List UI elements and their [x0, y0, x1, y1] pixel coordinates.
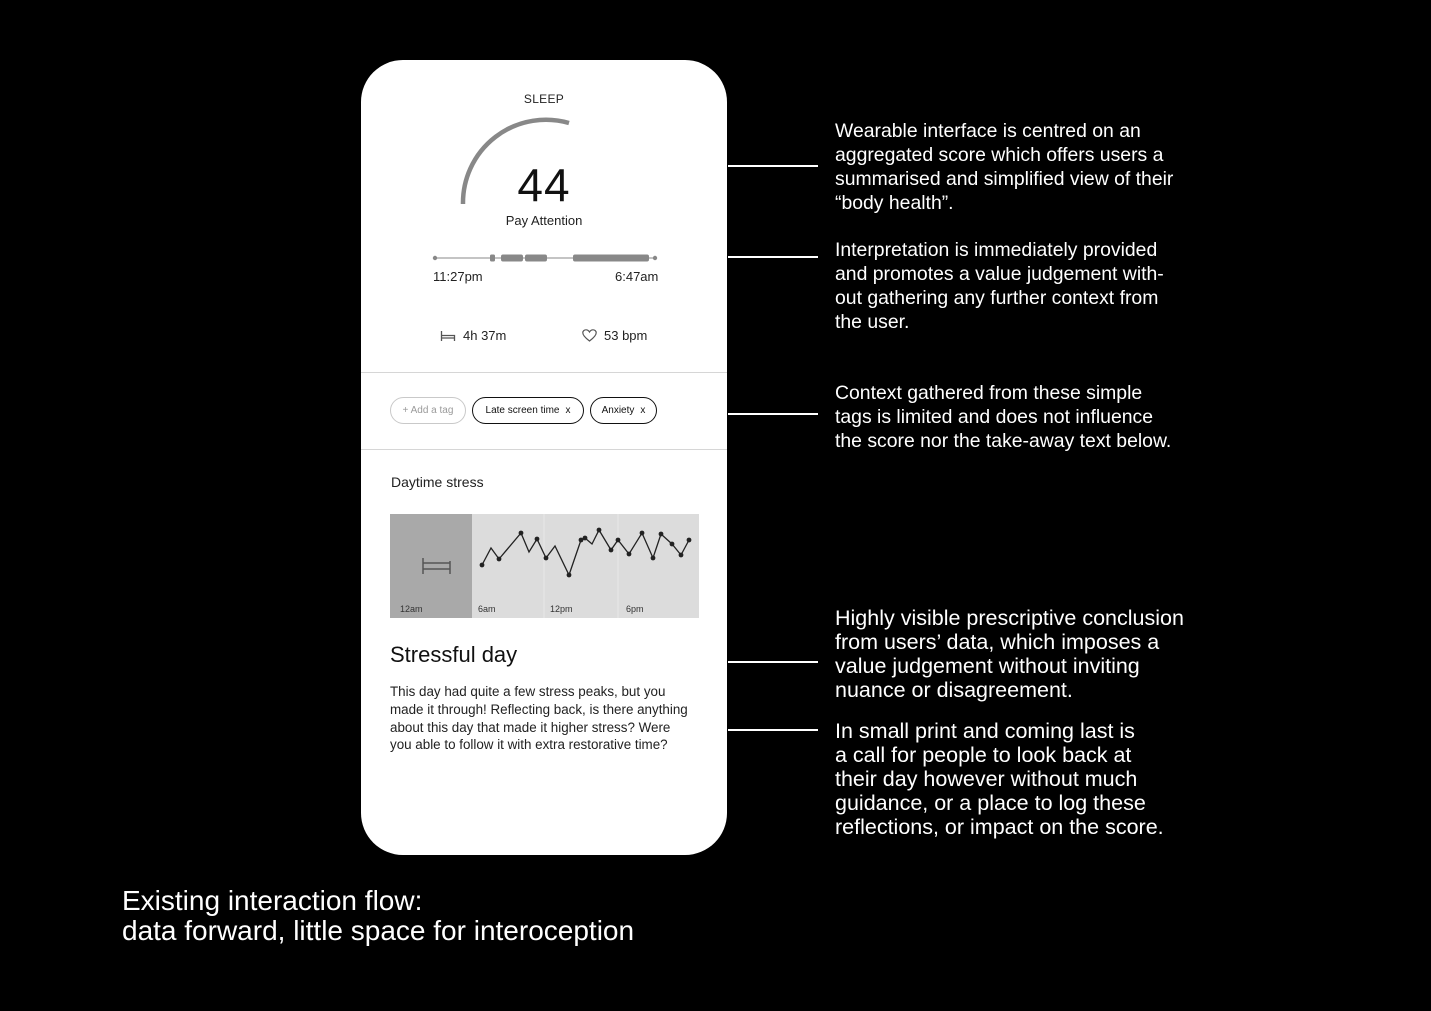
connector-line: [728, 413, 818, 415]
axis-label-12pm: 12pm: [550, 604, 573, 614]
sleep-score: 44: [517, 159, 571, 211]
add-tag-button[interactable]: + Add a tag: [390, 397, 466, 424]
annotation-score: Wearable interface is centred on an aggregated score which offers users a summarised and simplified view of their “body health”.: [835, 120, 1174, 214]
sleep-timeline: [431, 250, 661, 266]
tag-late-screen-time[interactable]: Late screen time x: [472, 397, 584, 424]
annotation-reflection: In small print and coming last is a call for people to look back at their day however without much guidance, or a place to log these reflections, or impact on the score.: [835, 719, 1164, 839]
daytime-stress-chart: [390, 514, 699, 618]
section-divider: [361, 449, 727, 450]
sleep-section-label: SLEEP: [523, 92, 565, 106]
slide-caption: Existing interaction flow: data forward, little space for interoception: [122, 885, 635, 946]
remove-tag-icon[interactable]: x: [565, 405, 571, 416]
tag-anxiety[interactable]: Anxiety x: [590, 397, 657, 424]
heart-rate-value: 53 bpm: [604, 328, 648, 343]
sleep-start-time: 11:27pm: [433, 269, 483, 284]
sleep-duration-stat: [440, 328, 506, 343]
connector-line: [728, 256, 818, 258]
connector-line: [728, 165, 818, 167]
sleep-duration-value: 4h 37m: [463, 328, 507, 343]
axis-label-6pm: 6pm: [626, 604, 644, 614]
conclusion-title: Stressful day: [390, 642, 518, 667]
night-sleep-block: [390, 514, 472, 618]
sleep-end-time: 6:47am: [615, 269, 659, 284]
axis-label-6am: 6am: [478, 604, 496, 614]
phone-mockup: [361, 60, 727, 855]
connector-line: [728, 729, 818, 731]
bed-icon: [440, 330, 456, 342]
score-label: Pay Attention: [505, 213, 583, 228]
conclusion-body: This day had quite a few stress peaks, but you made it through! Reflecting back, is there anything about this day that made it higher stress? Were you able to follow it with extra restorative time?: [390, 684, 688, 753]
annotation-tags: Context gathered from these simple tags is limited and does not influence the score nor the take-away text below.: [835, 382, 1172, 452]
heart-rate-stat: [582, 328, 647, 343]
remove-tag-icon[interactable]: x: [640, 405, 646, 416]
annotation-interpretation: Interpretation is immediately provided and promotes a value judgement with- out gathering any further context from the user.: [835, 239, 1164, 333]
heart-icon: [582, 329, 597, 342]
connector-line: [728, 661, 818, 663]
axis-label-12am: 12am: [400, 604, 423, 614]
annotation-conclusion: Highly visible prescriptive conclusion from users’ data, which imposes a value judgement without inviting nuance or disagreement.: [835, 606, 1184, 702]
section-divider: [361, 372, 727, 373]
daytime-stress-title: Daytime stress: [391, 474, 484, 490]
